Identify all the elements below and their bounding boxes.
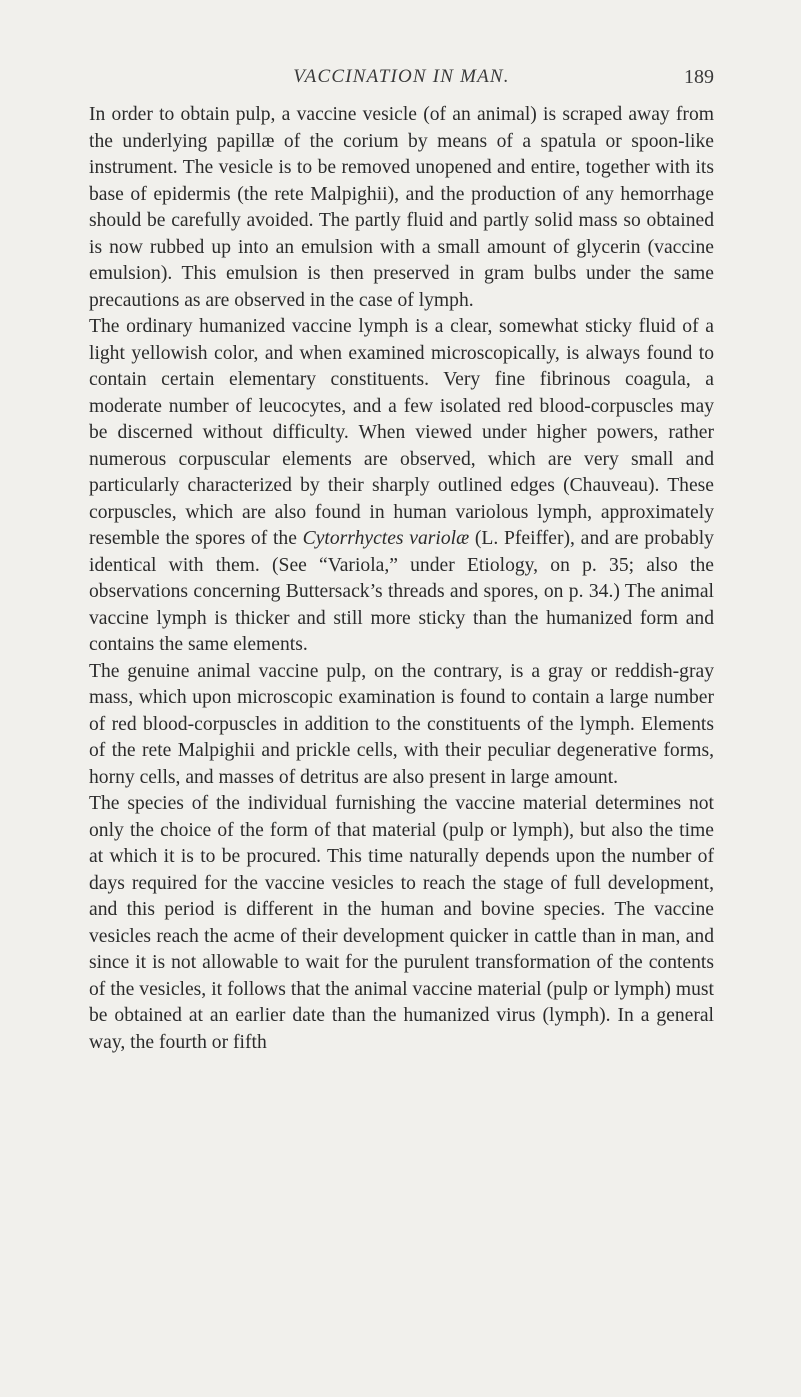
paragraph-text: In order to obtain pulp, a vaccine vesicle (of an animal) is scraped away from the underlying papillæ of the corium by means of a spatula or spoon-like instrument. The vesicle is to be removed unopened and entire, together with its base of epidermis (the rete Malpighii), and the production of any hemorrhage should be carefully avoided. The partly fluid and partly solid mass so obtained is now rubbed up into an emulsion with a small amount of glycerin (vaccine emulsion). This emulsion is then preserved in gram bulbs under the same precautions as are observed in the case of lymph. bbox=[89, 104, 714, 311]
species-name: Cytorrhyctes variolæ bbox=[302, 528, 470, 549]
running-title: VACCINATION IN MAN. bbox=[293, 66, 510, 87]
paragraph-text: (L. Pfeiffer), and are probably identical with them. (See “Variola,” under Etiology, on p. 35; also the observations concerning Buttersack’s threads and spores, on p. 34.) The animal vaccine lymph is thicker and still more sticky than the humanized form and contains the same elements. bbox=[89, 528, 714, 655]
paragraph-text: The ordinary humanized vaccine lymph is a clear, somewhat sticky fluid of a light yellowish color, and when examined microscopically, is always found to contain certain elementary constituents. Very fine fibrinous coagula, a moderate number of leucocytes, and a few isolated red blood-corpuscles may be discerned without difficulty. When viewed under higher powers, rather numerous corpuscular elements are observed, which are very small and particularly characterized by their sharply outlined edges (Chauveau). These corpuscles, which are also found in human variolous lymph, approximately resemble the spores of the bbox=[89, 316, 714, 549]
paragraph-text: The species of the individual furnishing the vaccine material determines not only the choice of the form of that material (pulp or lymph), but also the time at which it is to be procured. This time naturally depends upon the number of days required for the vaccine vesicles to reach the stage of full development, and this period is different in the human and bovine species. The vaccine vesicles reach the acme of their development quicker in cattle than in man, and since it is not allowable to wait for the purulent transformation of the contents of the vesicles, it follows that the animal vaccine material (pulp or lymph) must be obtained at an earlier date than the humanized virus (lymph). In a general way, the fourth or fifth bbox=[89, 793, 714, 1053]
paragraph-species-timing bbox=[89, 791, 714, 1056]
paragraph-lymph-description bbox=[89, 314, 714, 659]
paragraph-pulp-preparation bbox=[89, 102, 714, 314]
page-number: 189 bbox=[684, 66, 714, 88]
running-head bbox=[89, 66, 714, 100]
paragraph-text: The genuine animal vaccine pulp, on the contrary, is a gray or reddish-gray mass, which upon microscopic examination is found to contain a large number of red blood-corpuscles in addition to the constituents of the lymph. Elements of the rete Malpighii and prickle cells, with their peculiar degenerative forms, horny cells, and masses of detritus are also present in large amount. bbox=[89, 660, 714, 788]
paragraph-animal-pulp bbox=[89, 659, 714, 792]
body-text bbox=[89, 102, 714, 1056]
